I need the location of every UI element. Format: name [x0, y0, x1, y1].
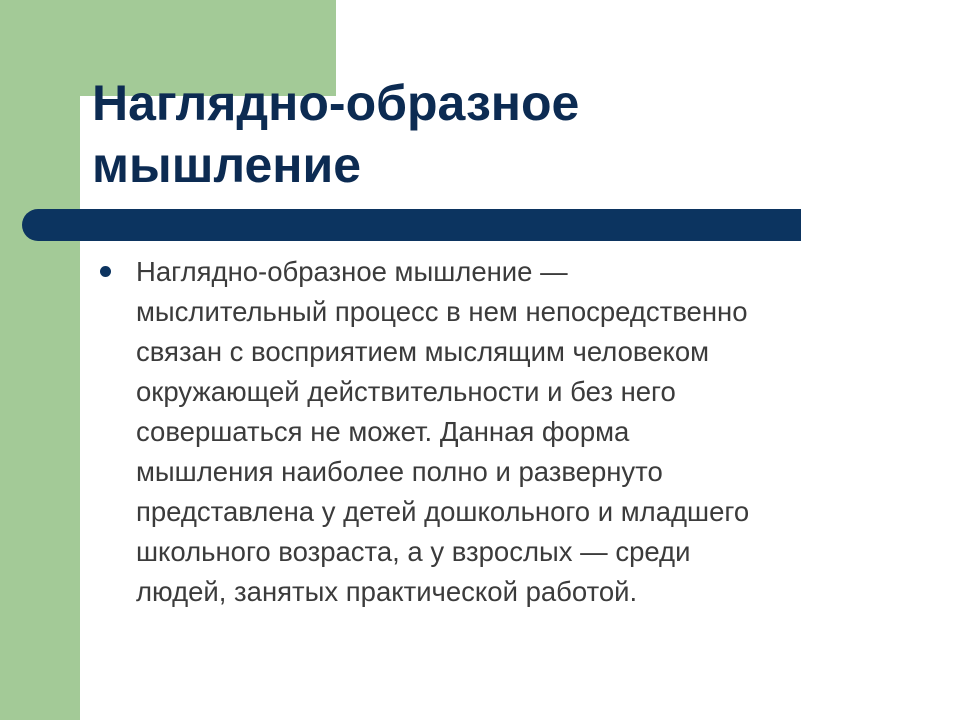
bullet-text	[136, 252, 906, 612]
title-divider-bar	[22, 209, 801, 241]
bullet-text-line: Наглядно-образное мышление —	[136, 256, 568, 287]
bullet-text-line: школьного возраста, а у взрослых — среди	[136, 536, 691, 567]
decor-green-bar-vertical	[0, 0, 80, 720]
slide-title-line-2: мышление	[92, 137, 362, 193]
bullet-text-line: представлена у детей дошкольного и младшего	[136, 496, 750, 527]
bullet-text-line: мыслительный процесс в нем непосредственно	[136, 296, 748, 327]
bullet-text-line: окружающей действительности и без него	[136, 376, 676, 407]
slide-title-line-1: Наглядно-образное	[92, 75, 580, 131]
bullet-text-line: связан с восприятием мыслящим человеком	[136, 336, 710, 367]
bullet-text-line: совершаться не может. Данная форма	[136, 416, 630, 447]
bullet-text-line: мышления наиболее полно и развернуто	[136, 456, 663, 487]
bullet-text-line: людей, занятых практической работой.	[136, 576, 638, 607]
bullet-dot-icon	[100, 266, 111, 277]
slide-title	[92, 72, 892, 196]
